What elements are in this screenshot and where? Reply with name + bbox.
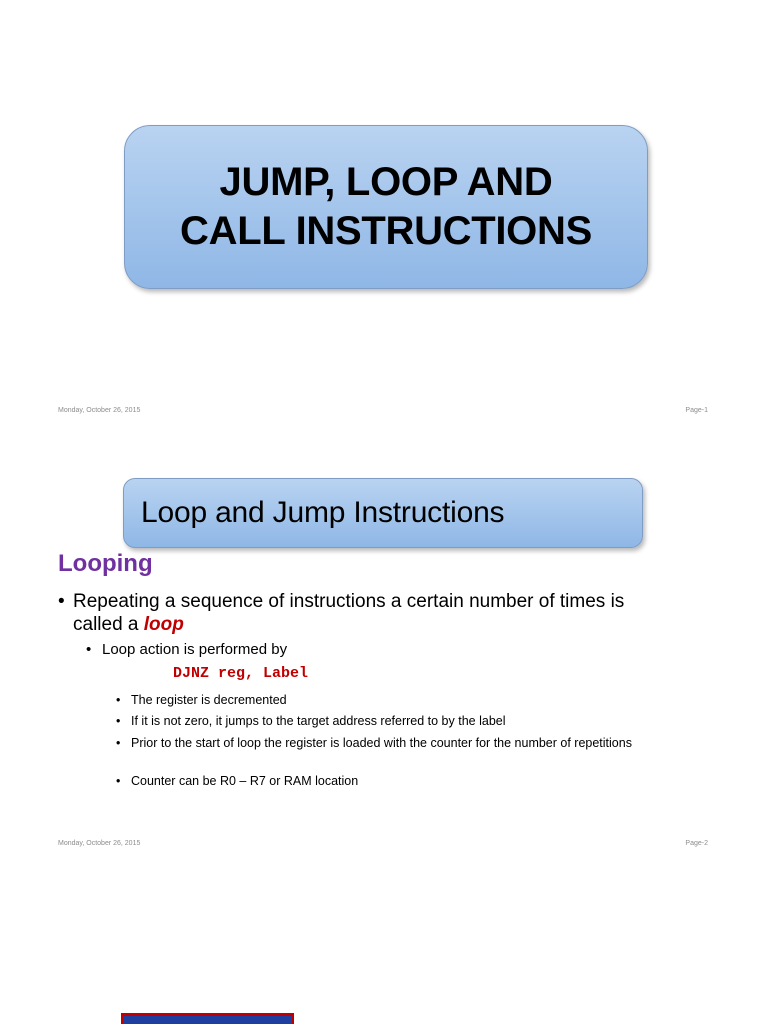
slide-3-partial [0, 866, 768, 1024]
slide-1-title [180, 158, 592, 256]
bullet-text: Loop action is performed by [102, 641, 288, 658]
slide-2 [0, 433, 768, 866]
slide-1 [0, 0, 768, 433]
bullet-text-main: Repeating a sequence of instructions a certain number of times is called a [73, 591, 625, 635]
title-line-1: JUMP, LOOP AND [219, 160, 553, 204]
sub-bullet [116, 735, 676, 751]
slide-2-title: Loop and Jump Instructions [141, 496, 505, 529]
slide-1-page-number: Page-1 [685, 407, 708, 414]
sub-bullet-text: If it is not zero, it jumps to the target address referred to by the label [131, 714, 506, 728]
slide-1-footer-date: Monday, October 26, 2015 [58, 407, 141, 414]
sub-bullet [116, 713, 506, 729]
sub-bullet-text: The register is decremented [131, 693, 287, 707]
bullet-level-1 [58, 590, 688, 636]
title-line-2: CALL INSTRUCTIONS [180, 209, 592, 253]
bullet-dot-icon: • [116, 693, 121, 707]
slide-3-title-banner [121, 1013, 294, 1024]
code-djnz: DJNZ reg, Label [173, 665, 309, 682]
bullet-level-2 [86, 640, 287, 659]
sub-bullet-text: Counter can be R0 – R7 or RAM location [131, 774, 359, 788]
slide-1-title-box [124, 125, 648, 289]
sub-bullet [116, 692, 287, 708]
bullet-text [73, 590, 673, 636]
slide-2-title-box [123, 478, 643, 548]
slide-2-footer-date: Monday, October 26, 2015 [58, 840, 141, 847]
bullet-dot-icon: • [116, 714, 121, 728]
looping-heading: Looping [58, 550, 153, 577]
sub-bullet-text: Prior to the start of loop the register is loaded with the counter for the number of repetitions [131, 736, 632, 750]
sub-bullet [116, 773, 358, 789]
bullet-dot-icon: • [86, 641, 92, 658]
slide-2-page-number: Page-2 [685, 840, 708, 847]
loop-emphasis: loop [143, 614, 184, 635]
slide-3-banner-fill [123, 1016, 292, 1024]
bullet-dot-icon: • [58, 591, 65, 612]
bullet-dot-icon: • [116, 736, 121, 750]
bullet-dot-icon: • [116, 774, 121, 788]
